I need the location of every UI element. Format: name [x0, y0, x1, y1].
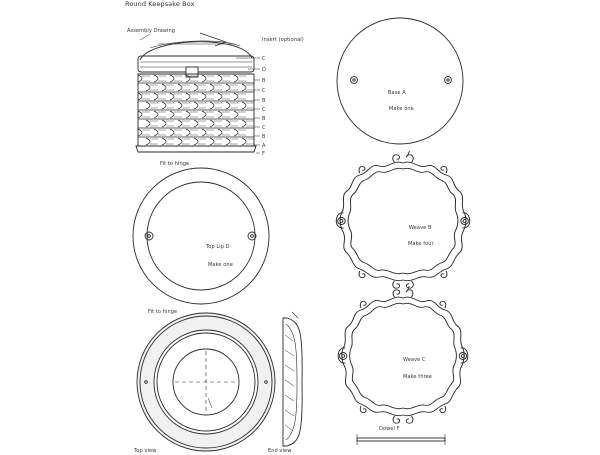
weave-strand	[246, 121, 254, 126]
weave-b-qty: Make four	[408, 241, 434, 247]
weave-strand	[150, 85, 158, 90]
weave-strand	[222, 76, 230, 81]
weave-strand	[226, 120, 230, 127]
weave-strand	[222, 94, 230, 99]
top-lip-fit-note: Fit to hinge	[160, 161, 190, 167]
part-letter: C	[262, 107, 266, 113]
weave-strand	[138, 129, 142, 136]
lid-e-top-view	[137, 313, 275, 451]
weave-strand	[226, 138, 230, 145]
part-letter: F	[262, 151, 265, 157]
weave-strand	[166, 139, 174, 144]
weave-strand	[150, 121, 158, 126]
part-letter: B	[262, 134, 266, 140]
weave-strand	[158, 130, 166, 135]
weave-strand	[142, 76, 150, 81]
weave-strand	[166, 85, 174, 90]
weave-strand	[158, 112, 166, 117]
weave-strand	[218, 111, 222, 118]
weave-strand	[238, 130, 246, 135]
weave-strand	[194, 120, 198, 127]
weave-strand	[222, 130, 230, 135]
weave-strand	[238, 94, 246, 99]
weave-strand	[162, 102, 166, 109]
dowel-f-part	[357, 434, 445, 445]
weave-strand	[158, 94, 166, 99]
weave-strand	[190, 130, 198, 135]
weave-strand	[178, 84, 182, 91]
weave-strand	[178, 120, 182, 127]
weave-strand	[194, 84, 198, 91]
weave-strand	[230, 85, 238, 90]
weave-strand	[202, 129, 206, 136]
weave-strand	[182, 139, 190, 144]
weave-strand	[210, 102, 214, 109]
weave-strand	[238, 76, 246, 81]
weave-strand	[226, 102, 230, 109]
weave-strand	[182, 121, 190, 126]
weave-strand	[214, 139, 222, 144]
weave-strand	[174, 112, 182, 117]
weave-strand	[166, 121, 174, 126]
lid-e-end-view	[283, 312, 302, 446]
weave-strand	[246, 139, 254, 144]
weave-strand	[162, 84, 166, 91]
weave-strand	[178, 102, 182, 109]
weave-strand	[238, 112, 246, 117]
top-lip-d-label: Top Lip D	[206, 244, 230, 250]
weave-strand	[142, 112, 150, 117]
weave-strand	[190, 94, 198, 99]
weave-strand	[154, 129, 158, 136]
weave-strand	[226, 84, 230, 91]
weave-strand	[218, 129, 222, 136]
weave-strand	[198, 121, 206, 126]
weave-strand	[138, 93, 142, 100]
part-letter: D	[262, 67, 266, 73]
weave-strand	[138, 75, 142, 82]
weave-strand	[206, 94, 214, 99]
weave-strand	[202, 93, 206, 100]
weave-strand	[146, 102, 150, 109]
weave-strand	[142, 94, 150, 99]
weave-strand	[242, 120, 246, 127]
weave-strand	[158, 76, 166, 81]
weave-strand	[154, 75, 158, 82]
weave-strand	[146, 84, 150, 91]
dowel-f-label: Dowel F	[379, 426, 400, 432]
assembly-heading: Assembly Drawing	[127, 28, 176, 34]
weave-strand	[214, 103, 222, 108]
weave-strand	[186, 129, 190, 136]
weave-strand	[214, 85, 222, 90]
weave-b-ring	[336, 151, 469, 288]
weave-strand	[146, 120, 150, 127]
assembly-basket-drawing	[136, 33, 260, 153]
weave-b-label: Weave B	[409, 225, 432, 231]
weave-strand	[198, 139, 206, 144]
weave-strand	[198, 103, 206, 108]
weave-strand	[206, 76, 214, 81]
plan-title: Round Keepsake Box	[125, 0, 195, 8]
weave-strand	[170, 111, 174, 118]
part-letter: B	[262, 98, 266, 104]
part-letter: C	[262, 56, 266, 62]
top-lip-d-ring	[133, 168, 269, 304]
weave-strand	[210, 84, 214, 91]
weave-strand	[218, 75, 222, 82]
weave-strand	[162, 138, 166, 145]
weave-strand	[234, 111, 238, 118]
part-letter: A	[262, 143, 266, 149]
weave-strand	[202, 111, 206, 118]
part-letter: B	[262, 78, 266, 84]
weave-strand	[174, 130, 182, 135]
weave-strand	[206, 112, 214, 117]
weave-strand	[170, 75, 174, 82]
weave-strand	[234, 93, 238, 100]
weave-strand	[166, 103, 174, 108]
weave-strand	[186, 111, 190, 118]
weave-strand	[162, 120, 166, 127]
weave-c-qty: Make three	[403, 374, 432, 380]
lid-fit-note: Fit to hinge	[148, 309, 178, 315]
weave-strand	[218, 93, 222, 100]
weave-strand	[242, 84, 246, 91]
weave-strand	[142, 130, 150, 135]
weave-strand	[186, 93, 190, 100]
weave-strand	[234, 75, 238, 82]
weave-strand	[210, 138, 214, 145]
weave-strand	[150, 139, 158, 144]
weave-strand	[182, 103, 190, 108]
weave-strand	[194, 138, 198, 145]
weave-strand	[194, 102, 198, 109]
part-letter: C	[262, 88, 266, 94]
base-a-label: Base A	[388, 90, 406, 96]
weave-strand	[234, 129, 238, 136]
base-a-qty: Make one	[389, 106, 414, 112]
weave-strand	[246, 85, 254, 90]
weave-strand	[230, 103, 238, 108]
weave-strand	[178, 138, 182, 145]
weave-strand	[170, 93, 174, 100]
weave-strand	[146, 138, 150, 145]
insert-note: Insert (optional)	[262, 37, 304, 43]
top-view-label: Top view	[134, 448, 157, 454]
base-a-disc	[337, 18, 463, 144]
weave-strand	[138, 111, 142, 118]
weave-c-ring	[338, 286, 468, 423]
weave-strand	[182, 85, 190, 90]
weave-c-label: Weave C	[403, 357, 426, 363]
top-lip-d-qty: Make one	[208, 262, 233, 268]
weave-strand	[154, 111, 158, 118]
part-letter: B	[262, 116, 266, 122]
weave-strand	[214, 121, 222, 126]
weave-strand	[242, 102, 246, 109]
weave-strand	[202, 75, 206, 82]
weave-strand	[154, 93, 158, 100]
weave-strand	[206, 130, 214, 135]
weave-strand	[242, 138, 246, 145]
weave-strand	[190, 112, 198, 117]
weave-strand	[246, 103, 254, 108]
weave-strand	[174, 76, 182, 81]
weave-strand	[174, 94, 182, 99]
weave-strand	[230, 139, 238, 144]
end-view-label: End view	[268, 448, 292, 454]
weave-strand	[222, 112, 230, 117]
weave-strand	[198, 85, 206, 90]
weave-strand	[230, 121, 238, 126]
part-letter: C	[262, 125, 266, 131]
weave-strand	[170, 129, 174, 136]
weave-strand	[150, 103, 158, 108]
weave-strand	[210, 120, 214, 127]
